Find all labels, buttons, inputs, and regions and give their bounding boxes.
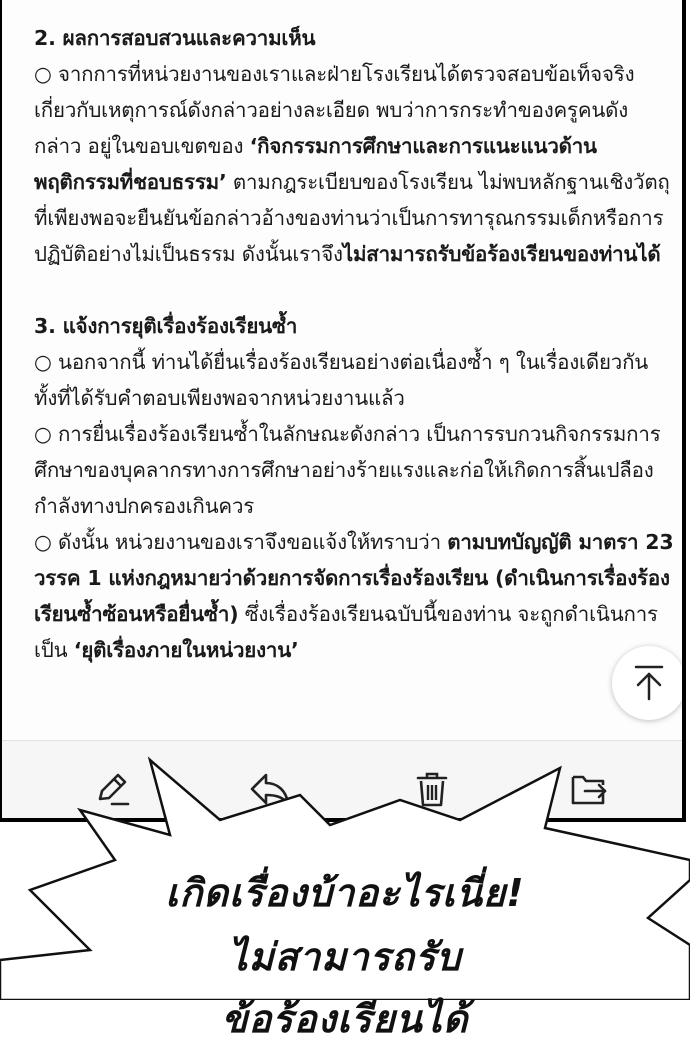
speech-bubble bbox=[0, 740, 690, 1041]
section3-item3-bold-b: ‘ยุติเรื่องภายในหน่วยงาน’ bbox=[73, 638, 299, 662]
section2-bold-b: ไม่สามารถรับข้อร้องเรียนของท่านได้ bbox=[342, 242, 661, 266]
section3-item3-text-a: ○ ดังนั้น หน่วยงานของเราจึงขอแจ้งให้ทราบว่า bbox=[34, 530, 448, 554]
section2-heading: 2. ผลการสอบสวนและความเห็น bbox=[34, 26, 316, 50]
arrow-up-to-top-icon bbox=[632, 664, 666, 702]
section3-item3-text-b: ซึ่งเรื่องร้องเรียนฉบับนี้ของท่าน จะถูกดำเนินการเป็น bbox=[34, 602, 658, 662]
section2-bold-a: ‘กิจกรรมการศึกษาและการแนะแนวด้านพฤติกรรมที่ชอบธรรม’ bbox=[34, 134, 597, 194]
section2-paragraph bbox=[34, 56, 674, 272]
section3-item3-bold-a: ตามบทบัญญัติ มาตรา 23 วรรค 1 แห่งกฎหมายว่าด้วยการจัดการเรื่องร้องเรียน (ดำเนินการเรื่องร้องเรียนซ้ำซ้อนหรือยื่นซ้ำ) bbox=[34, 530, 674, 626]
scroll-to-top-button[interactable] bbox=[612, 646, 686, 720]
email-body bbox=[34, 20, 674, 668]
section3-item2: ○ การยื่นเรื่องร้องเรียนซ้ำในลักษณะดังกล่าว เป็นการรบกวนกิจกรรมการศึกษาของบุคลากรทางการศึกษาอย่างร้ายแรงและก่อให้เกิดการสิ้นเปลืองกำลังทางปกครองเกินควร bbox=[34, 422, 661, 518]
section3-item3 bbox=[34, 524, 674, 668]
section3-item1: ○ นอกจากนี้ ท่านได้ยื่นเรื่องร้องเรียนอย่างต่อเนื่องซ้ำ ๆ ในเรื่องเดียวกัน ทั้งที่ได้รับคำตอบเพียงพอจากหน่วยงานแล้ว bbox=[34, 350, 649, 410]
bubble-line-1: เกิดเรื่องบ้าอะไรเนี่ย! bbox=[165, 871, 525, 915]
bubble-line-2: ไม่สามารถรับ bbox=[228, 935, 462, 979]
section3-heading: 3. แจ้งการยุติเรื่องร้องเรียนซ้ำ bbox=[34, 314, 298, 338]
section2-text-b: ตามกฎระเบียบของโรงเรียน ไม่พบหลักฐานเชิงวัตถุที่เพียงพอจะยืนยันข้อกล่าวอ้างของท่านว่าเป็นการทารุณกรรมเด็กหรือการปฏิบัติอย่างไม่เป็นธรรม ดังนั้นเราจึง bbox=[34, 170, 670, 266]
bubble-line-3: ข้อร้องเรียนได้ bbox=[221, 997, 469, 1041]
section2-text-a: ○ จากการที่หน่วยงานของเราและฝ่ายโรงเรียนได้ตรวจสอบข้อเท็จจริงเกี่ยวกับเหตุการณ์ดังกล่าวอย่างละเอียด พบว่าการกระทำของครูคนดังกล่าว อยู่ในขอบเขตของ bbox=[34, 62, 635, 158]
